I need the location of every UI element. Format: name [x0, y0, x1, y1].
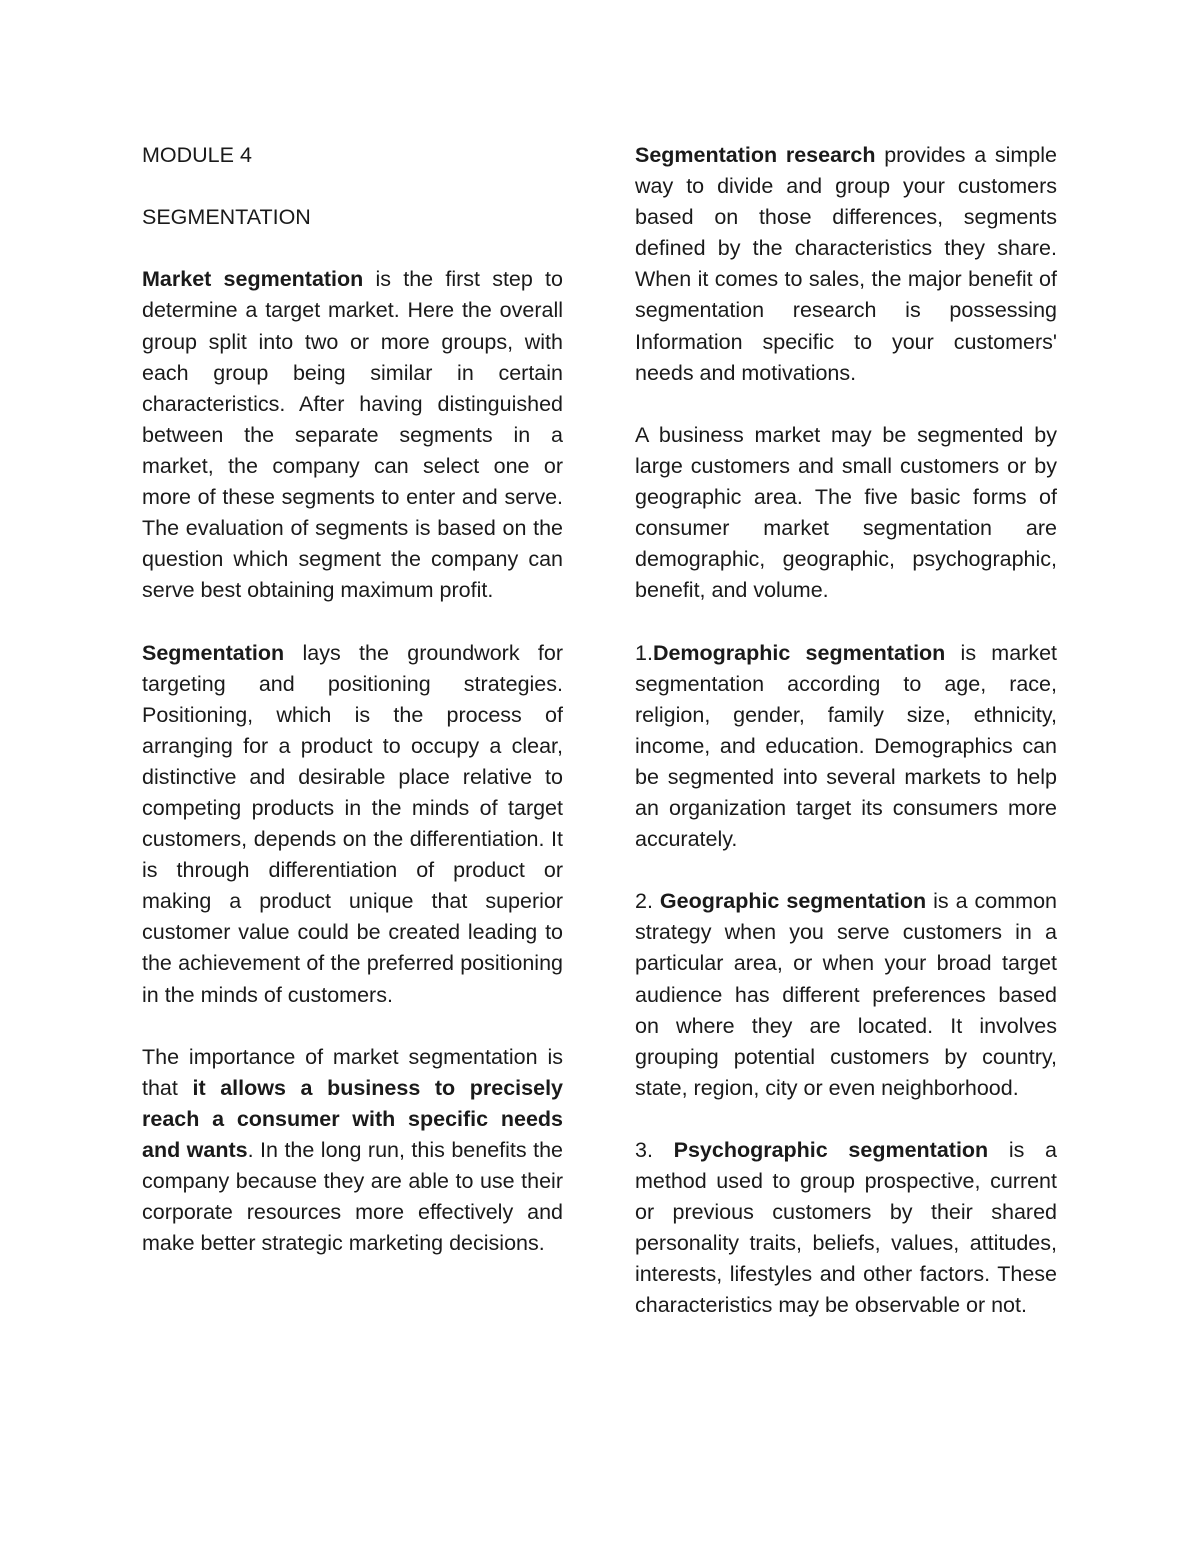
- list-number: 2.: [635, 889, 660, 914]
- paragraph-importance: [142, 1042, 563, 1260]
- term-segmentation-research: Segmentation research: [635, 143, 876, 167]
- right-column: [635, 140, 1057, 1353]
- term-psychographic-segmentation: Psychographic segmentation: [673, 1138, 989, 1162]
- list-number: 3.: [635, 1138, 674, 1162]
- paragraph-demographic: [635, 638, 1057, 856]
- paragraph-text: is the first step to determine a target market. Here the overall group split into two or more groups, with each group being similar in certain characteristics. After having distinguished between the separate segments in a market, the company can select one or more of these segments to enter and serve. The evaluation of segments is based on the question which segment the company can serve best obtaining maximum profit.: [142, 267, 563, 603]
- paragraph-text: lays the groundwork for targeting and positioning strategies. Positioning, which is the process of arranging for a product to occupy a clear, distinctive and desirable place relative to competing products in the minds of target customers, depends on the differentiation. It is through differentiation of product or making a product unique that superior customer value could be created leading to the achievement of the preferred positioning in the minds of customers.: [142, 640, 563, 1007]
- paragraph-market-segmentation: [142, 264, 563, 606]
- left-column: [142, 140, 563, 1290]
- paragraph-segmentation-research: [635, 140, 1057, 389]
- paragraph-segmentation: [142, 638, 563, 1011]
- module-title: MODULE 4: [142, 143, 252, 167]
- paragraph-text: The importance of market segmentation is that: [142, 1044, 563, 1100]
- paragraph-psychographic: [635, 1135, 1057, 1322]
- emphasis-key-benefit: it allows a business to precisely reach a consumer with specific needs and wants: [142, 1075, 563, 1162]
- term-segmentation: Segmentation: [142, 640, 285, 665]
- term-geographic-segmentation: Geographic segmentation: [659, 889, 927, 914]
- paragraph-text: provides a simple way to divide and group your customers based on those differences, segments defined by the characteristics they share. When it comes to sales, the major benefit of segmentation research is possessing Information specific to your customers' needs and motivations.: [635, 143, 1057, 385]
- paragraph-text: . In the long run, this benefits the company because they are able to use their corporate resources more effectively and make better strategic marketing decisions.: [142, 1138, 563, 1256]
- term-demographic-segmentation: Demographic segmentation: [652, 640, 946, 665]
- paragraph-text: is a method used to group prospective, current or previous customers by their shared personality traits, beliefs, values, attitudes, interests, lifestyles and other factors. These characteristics may be observable or not.: [635, 1138, 1058, 1318]
- section-title: SEGMENTATION: [142, 205, 311, 230]
- paragraph-business-market: A business market may be segmented by large customers and small customers or by geographic area. The five basic forms of consumer market segmentation are demographic, geographic, psychographic, benefit, and volume.: [635, 422, 1057, 603]
- term-market-segmentation: Market segmentation: [142, 267, 364, 292]
- paragraph-text: is market segmentation according to age, race, religion, gender, family size, ethnicity, income, and education. Demographics can be segmented into several markets to help an organization target its consumers more accurately.: [635, 640, 1057, 852]
- list-number: 1.: [635, 640, 653, 665]
- paragraph-text: is a common strategy when you serve customers in a particular area, or when your broad target audience has different preferences based on where they are located. It involves grouping potential customers by country, state, region, city or even neighborhood.: [635, 889, 1057, 1100]
- paragraph-geographic: [635, 886, 1057, 1104]
